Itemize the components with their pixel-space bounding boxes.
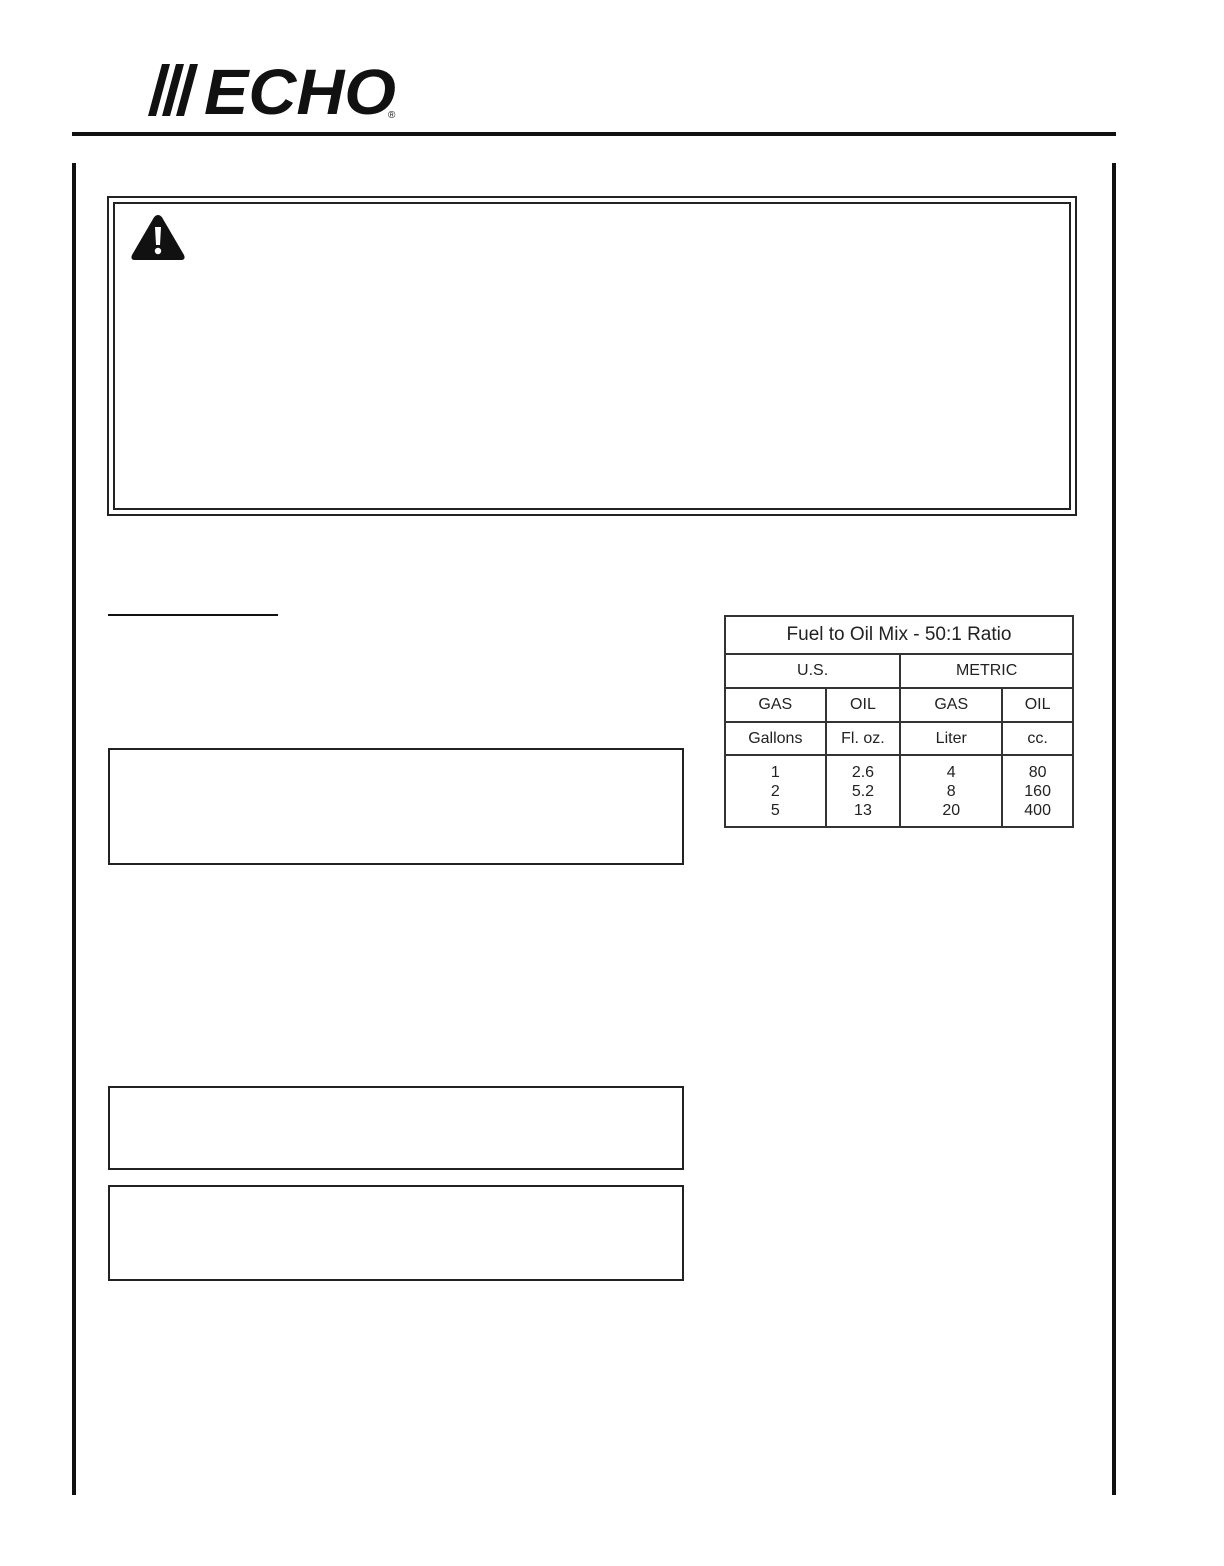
table-title: Fuel to Oil Mix - 50:1 Ratio xyxy=(725,616,1073,654)
table-cell: 13 xyxy=(854,801,872,819)
unit-fl-oz: Fl. oz. xyxy=(826,722,901,755)
header-us-oil: OIL xyxy=(826,688,901,722)
column-metric-oil xyxy=(1002,755,1073,827)
warning-triangle-icon xyxy=(130,213,186,261)
table-cell: 1 xyxy=(770,763,780,781)
note-box xyxy=(108,1185,684,1281)
group-metric: METRIC xyxy=(900,654,1073,688)
unit-cc: cc. xyxy=(1002,722,1073,755)
table-cell: 80 xyxy=(1028,763,1047,781)
brand-name: ECHO xyxy=(204,60,396,122)
table-cell: 8 xyxy=(946,782,956,800)
unit-liter: Liter xyxy=(900,722,1002,755)
column-metric-gas xyxy=(900,755,1002,827)
section-heading-underline xyxy=(108,614,278,616)
table-cell: 5.2 xyxy=(851,782,875,800)
header-metric-gas: GAS xyxy=(900,688,1002,722)
table-cell: 400 xyxy=(1024,801,1051,819)
table-cell: 2 xyxy=(770,782,780,800)
registered-mark: ® xyxy=(388,110,396,121)
column-us-oil xyxy=(826,755,901,827)
table-cell: 5 xyxy=(770,801,780,819)
table-cell: 2.6 xyxy=(851,763,875,781)
note-box xyxy=(108,1086,684,1170)
header-rule xyxy=(72,132,1116,136)
right-margin-rule xyxy=(1112,163,1116,1495)
unit-gallons: Gallons xyxy=(725,722,826,755)
table-cell: 20 xyxy=(942,801,961,819)
header-metric-oil: OIL xyxy=(1002,688,1073,722)
table-cell: 4 xyxy=(946,763,956,781)
group-us: U.S. xyxy=(725,654,900,688)
table-cell: 160 xyxy=(1024,782,1051,800)
column-us-gas xyxy=(725,755,826,827)
note-box xyxy=(108,748,684,865)
warning-panel-inner xyxy=(113,202,1071,510)
echo-logo xyxy=(146,60,406,122)
left-margin-rule xyxy=(72,163,76,1495)
header-us-gas: GAS xyxy=(725,688,826,722)
fuel-oil-mix-table xyxy=(724,615,1074,828)
echo-logo-graphic xyxy=(146,60,406,122)
